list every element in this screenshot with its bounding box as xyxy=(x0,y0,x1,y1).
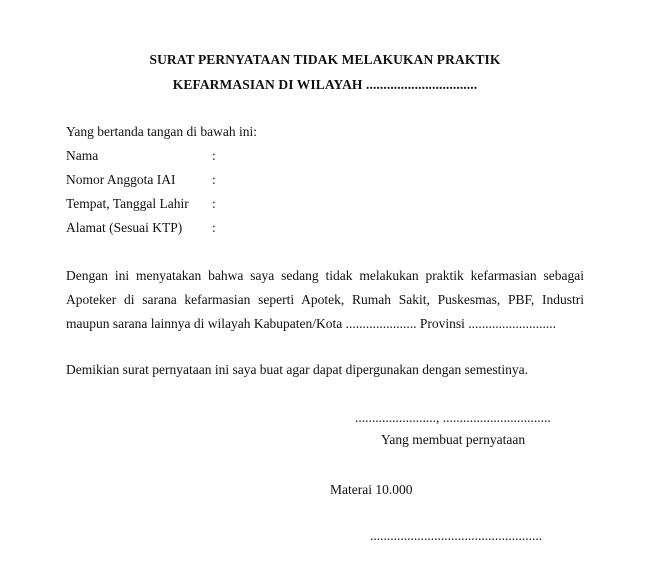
intro-text: Yang bertanda tangan di bawah ini: xyxy=(66,124,257,139)
statement-line-1: Dengan ini menyatakan bahwa saya sedang tidak melakukan praktik kefarmasian sebagai xyxy=(66,268,584,283)
statement-line-2: Apoteker di sarana kefarmasian seperti Apotek, Rumah Sakit, Puskesmas, PBF, Industri xyxy=(66,292,584,307)
field-colon: : xyxy=(212,220,216,235)
signature-line: ................................................... xyxy=(370,528,543,543)
place-date-line: ........................, ................................ xyxy=(355,410,551,425)
field-colon: : xyxy=(212,196,216,211)
document-title-line-1: SURAT PERNYATAAN TIDAK MELAKUKAN PRAKTIK xyxy=(149,52,501,67)
field-colon: : xyxy=(212,148,216,163)
field-label: Nama xyxy=(66,148,99,163)
field-label: Alamat (Sesuai KTP) xyxy=(66,220,183,235)
document-title-line-2: KEFARMASIAN DI WILAYAH ................................ xyxy=(172,77,478,92)
field-label: Nomor Anggota IAI xyxy=(66,172,176,187)
field-label: Tempat, Tanggal Lahir xyxy=(66,196,189,211)
closing-text: Demikian surat pernyataan ini saya buat agar dapat dipergunakan dengan semestinya. xyxy=(66,362,528,377)
statement-line-3: maupun sarana lainnya di wilayah Kabupaten/Kota ..................... Provinsi .......................... xyxy=(66,316,557,331)
maker-label: Yang membuat pernyataan xyxy=(381,432,526,447)
stamp-label: Materai 10.000 xyxy=(330,482,413,497)
field-colon: : xyxy=(212,172,216,187)
